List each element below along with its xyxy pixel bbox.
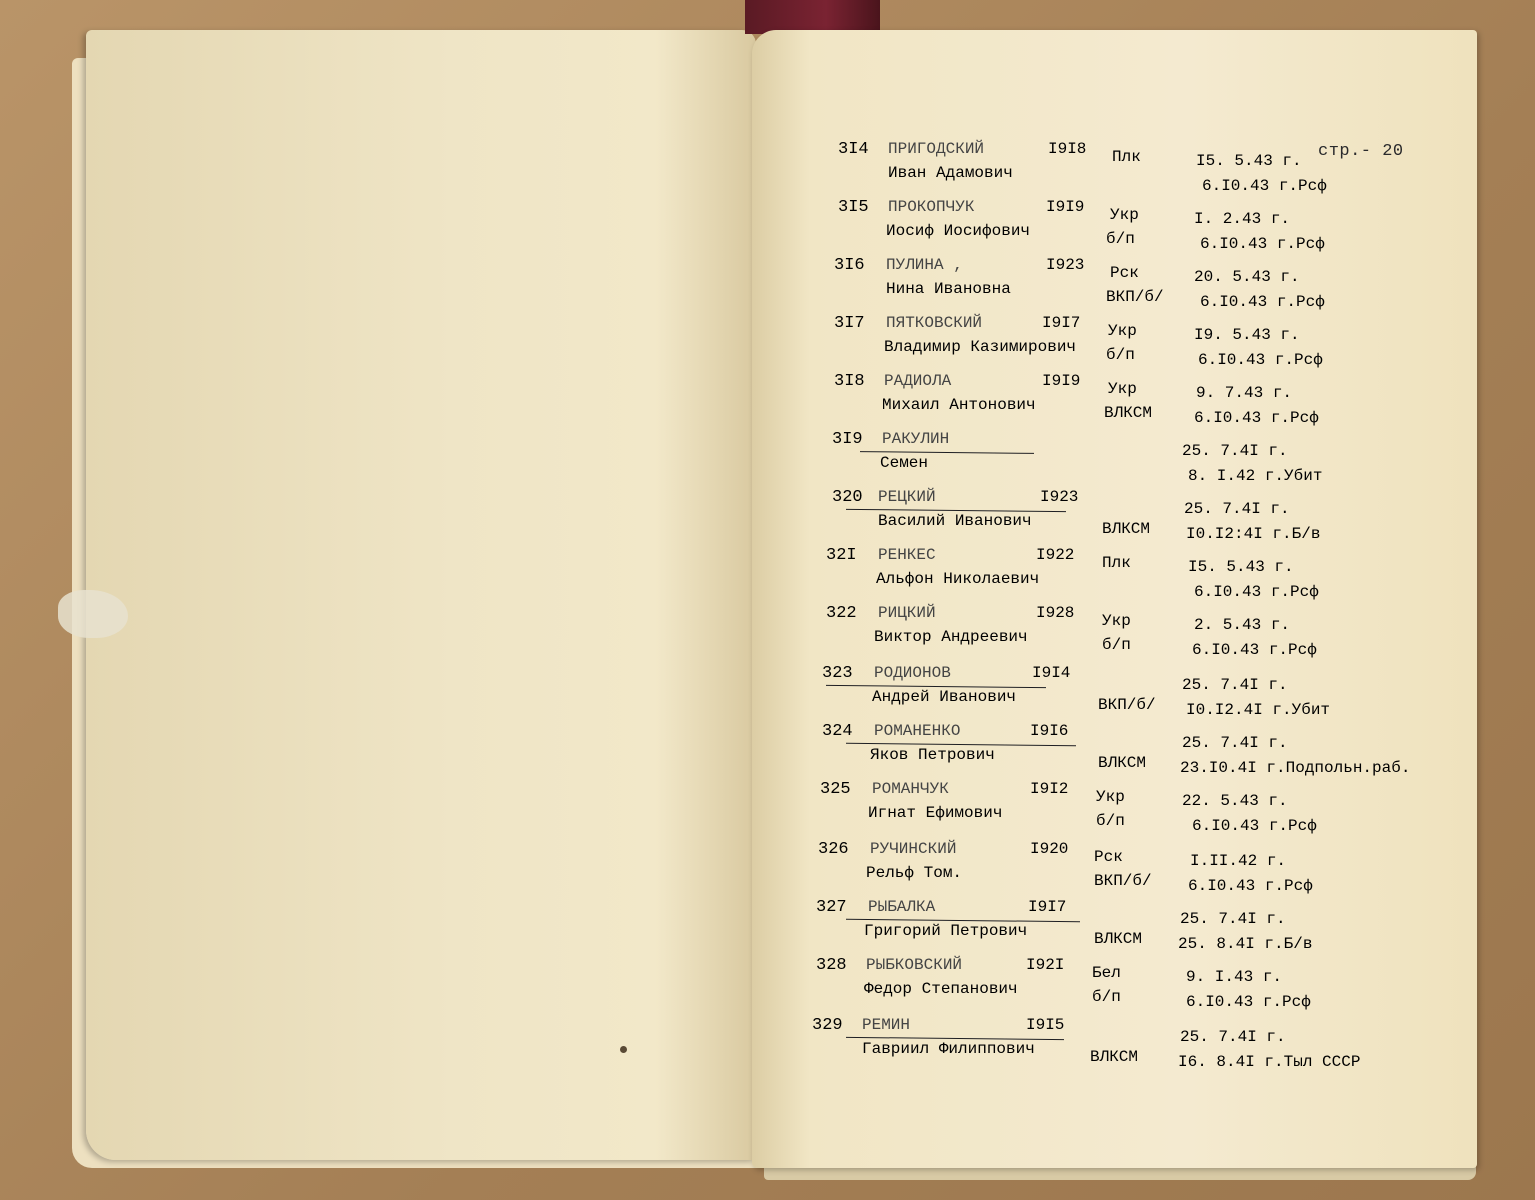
entry-surname: РАКУЛИН — [882, 430, 950, 448]
entry-party: ВЛКСМ — [1102, 520, 1151, 538]
entry-surname: ПУЛИНА , — [886, 256, 963, 274]
entry-birth-year: I9I9 — [1046, 198, 1085, 216]
entry-date-status: I6. 8.4I г.Тыл СССР — [1178, 1053, 1361, 1071]
register-entry — [0, 546, 1535, 604]
entry-surname: РАДИОЛА — [884, 372, 952, 390]
entry-nationality: Укр — [1108, 322, 1137, 340]
entry-party: б/п — [1106, 346, 1135, 364]
entry-birth-year: I9I8 — [1048, 140, 1087, 158]
entry-party: ВЛКСМ — [1098, 754, 1147, 772]
register-entry — [0, 956, 1535, 1014]
entry-date-status: 8. I.42 г.Убит — [1188, 467, 1323, 485]
entry-birth-year: I9I9 — [1042, 372, 1081, 390]
register-entry — [0, 488, 1535, 546]
entry-number: 323 — [822, 664, 853, 683]
entry-party: б/п — [1102, 636, 1131, 654]
entry-number: 327 — [816, 898, 847, 917]
entry-party: ВЛКСМ — [1090, 1048, 1139, 1066]
entry-given-names: Рельф Том. — [866, 864, 963, 882]
entry-given-names: Иосиф Иосифович — [886, 222, 1031, 240]
entry-date-status: 6.I0.43 г.Рсф — [1200, 293, 1325, 311]
entry-given-names: Игнат Ефимович — [868, 804, 1003, 822]
register-entry — [0, 198, 1535, 256]
entry-date-status: I0.I2.4I г.Убит — [1186, 701, 1331, 719]
entry-date-status: 6.I0.43 г.Рсф — [1202, 177, 1327, 195]
entry-given-names: Иван Адамович — [888, 164, 1013, 182]
entry-date-mobilized: I. 2.43 г. — [1194, 210, 1291, 228]
entry-surname: РЕЦКИЙ — [878, 488, 936, 506]
entry-given-names: Гавриил Филиппович — [862, 1040, 1035, 1058]
entry-given-names: Михаил Антонович — [882, 396, 1036, 414]
register-entry — [0, 372, 1535, 430]
entry-date-status: 6.I0.43 г.Рсф — [1200, 235, 1325, 253]
register-entry — [0, 780, 1535, 838]
entry-date-mobilized: 25. 7.4I г. — [1182, 734, 1288, 752]
entry-given-names: Андрей Иванович — [872, 688, 1017, 706]
entry-nationality: Укр — [1108, 380, 1137, 398]
entry-birth-year: I920 — [1030, 840, 1069, 858]
entry-surname: ПРОКОПЧУК — [888, 198, 975, 216]
register-entry — [0, 430, 1535, 488]
entry-date-mobilized: 22. 5.43 г. — [1182, 792, 1288, 810]
entry-number: 3I8 — [834, 372, 865, 391]
entry-birth-year: I923 — [1040, 488, 1079, 506]
entry-birth-year: I9I4 — [1032, 664, 1071, 682]
entry-nationality: Укр — [1102, 612, 1131, 630]
entry-date-status: 6.I0.43 г.Рсф — [1194, 583, 1319, 601]
entry-given-names: Владимир Казимирович — [884, 338, 1077, 356]
entry-date-mobilized: 2. 5.43 г. — [1194, 616, 1291, 634]
entry-surname: РЕНКЕС — [878, 546, 936, 564]
entry-birth-year: I928 — [1036, 604, 1075, 622]
entry-number: 3I4 — [838, 140, 869, 159]
entry-surname: РЫБАЛКА — [868, 898, 936, 916]
entry-party: ВЛКСМ — [1104, 404, 1153, 422]
register-entry — [0, 840, 1535, 898]
entry-birth-year: I922 — [1036, 546, 1075, 564]
register-entry — [0, 604, 1535, 662]
register-entry — [0, 664, 1535, 722]
entry-date-status: 6.I0.43 г.Рсф — [1198, 351, 1323, 369]
entry-date-mobilized: I9. 5.43 г. — [1194, 326, 1300, 344]
entry-number: 3I9 — [832, 430, 863, 449]
entry-number: 328 — [816, 956, 847, 975]
entry-nationality: Укр — [1110, 206, 1139, 224]
entry-date-mobilized: 9. I.43 г. — [1186, 968, 1283, 986]
entry-given-names: Федор Степанович — [864, 980, 1018, 998]
entry-nationality: Рск — [1110, 264, 1139, 282]
entry-surname: РИЦКИЙ — [878, 604, 936, 622]
entry-party: б/п — [1106, 230, 1135, 248]
entry-date-mobilized: 25. 7.4I г. — [1184, 500, 1290, 518]
entry-date-mobilized: 25. 7.4I г. — [1182, 676, 1288, 694]
entry-party: ВКП/б/ — [1094, 872, 1152, 890]
entry-number: 324 — [822, 722, 853, 741]
entry-party: б/п — [1092, 988, 1121, 1006]
entry-given-names: Семен — [880, 454, 929, 472]
entry-date-status: I0.I2:4I г.Б/в — [1186, 525, 1321, 543]
entry-date-mobilized: I5. 5.43 г. — [1188, 558, 1294, 576]
entry-date-status: 6.I0.43 г.Рсф — [1192, 641, 1317, 659]
entry-birth-year: I923 — [1046, 256, 1085, 274]
entry-nationality: Плк — [1112, 148, 1141, 166]
entry-birth-year: I9I7 — [1042, 314, 1081, 332]
entry-birth-year: I9I7 — [1028, 898, 1067, 916]
register-entry — [0, 722, 1535, 780]
entry-number: 329 — [812, 1016, 843, 1035]
entry-birth-year: I9I6 — [1030, 722, 1069, 740]
entry-surname: РОДИОНОВ — [874, 664, 951, 682]
entry-surname: РОМАНЕНКО — [874, 722, 961, 740]
entry-given-names: Григорий Петрович — [864, 922, 1028, 940]
register-entry — [0, 256, 1535, 314]
entry-given-names: Виктор Андреевич — [874, 628, 1028, 646]
entry-nationality: Укр — [1096, 788, 1125, 806]
entry-given-names: Василий Иванович — [878, 512, 1032, 530]
entry-date-mobilized: 25. 7.4I г. — [1180, 1028, 1286, 1046]
entry-party: ВЛКСМ — [1094, 930, 1143, 948]
entry-surname: ПЯТКОВСКИЙ — [886, 314, 983, 332]
entry-date-mobilized: 25. 7.4I г. — [1180, 910, 1286, 928]
entry-surname: РУЧИНСКИЙ — [870, 840, 957, 858]
entry-party: б/п — [1096, 812, 1125, 830]
entry-given-names: Нина Ивановна — [886, 280, 1011, 298]
register-entry — [0, 314, 1535, 372]
entry-surname: РЕМИН — [862, 1016, 911, 1034]
entry-party: ВКП/б/ — [1106, 288, 1164, 306]
entry-birth-year: I92I — [1026, 956, 1065, 974]
entry-date-mobilized: 25. 7.4I г. — [1182, 442, 1288, 460]
entry-nationality: Плк — [1102, 554, 1131, 572]
entry-date-mobilized: I.II.42 г. — [1190, 852, 1287, 870]
page-number: стр.- 20 — [1318, 142, 1404, 161]
register-entry — [0, 898, 1535, 956]
entry-birth-year: I9I5 — [1026, 1016, 1065, 1034]
register-entry — [0, 140, 1535, 198]
register-entry — [0, 1016, 1535, 1074]
entry-date-mobilized: 9. 7.43 г. — [1196, 384, 1293, 402]
entry-number: 320 — [832, 488, 863, 507]
entry-nationality: Бел — [1092, 964, 1121, 982]
entry-date-status: 6.I0.43 г.Рсф — [1186, 993, 1311, 1011]
entry-date-status: 23.I0.4I г.Подпольн.раб. — [1180, 759, 1411, 777]
entry-number: 322 — [826, 604, 857, 623]
entry-nationality: Рск — [1094, 848, 1123, 866]
entry-surname: ПРИГОДСКИЙ — [888, 140, 985, 158]
entry-date-mobilized: I5. 5.43 г. — [1196, 152, 1302, 170]
entry-birth-year: I9I2 — [1030, 780, 1069, 798]
entry-surname: РОМАНЧУК — [872, 780, 949, 798]
entry-date-mobilized: 20. 5.43 г. — [1194, 268, 1300, 286]
entry-date-status: 6.I0.43 г.Рсф — [1192, 817, 1317, 835]
entry-surname: РЫБКОВСКИЙ — [866, 956, 963, 974]
entry-number: 3I7 — [834, 314, 865, 333]
entry-number: 3I5 — [838, 198, 869, 217]
book-cover-spine — [745, 0, 880, 34]
entry-number: 3I6 — [834, 256, 865, 275]
entry-given-names: Яков Петрович — [870, 746, 995, 764]
entry-date-status: 6.I0.43 г.Рсф — [1188, 877, 1313, 895]
entry-given-names: Альфон Николаевич — [876, 570, 1040, 588]
entry-number: 32I — [826, 546, 857, 565]
entry-party: ВКП/б/ — [1098, 696, 1156, 714]
entry-date-status: 6.I0.43 г.Рсф — [1194, 409, 1319, 427]
entry-number: 325 — [820, 780, 851, 799]
entry-date-status: 25. 8.4I г.Б/в — [1178, 935, 1313, 953]
entry-number: 326 — [818, 840, 849, 859]
